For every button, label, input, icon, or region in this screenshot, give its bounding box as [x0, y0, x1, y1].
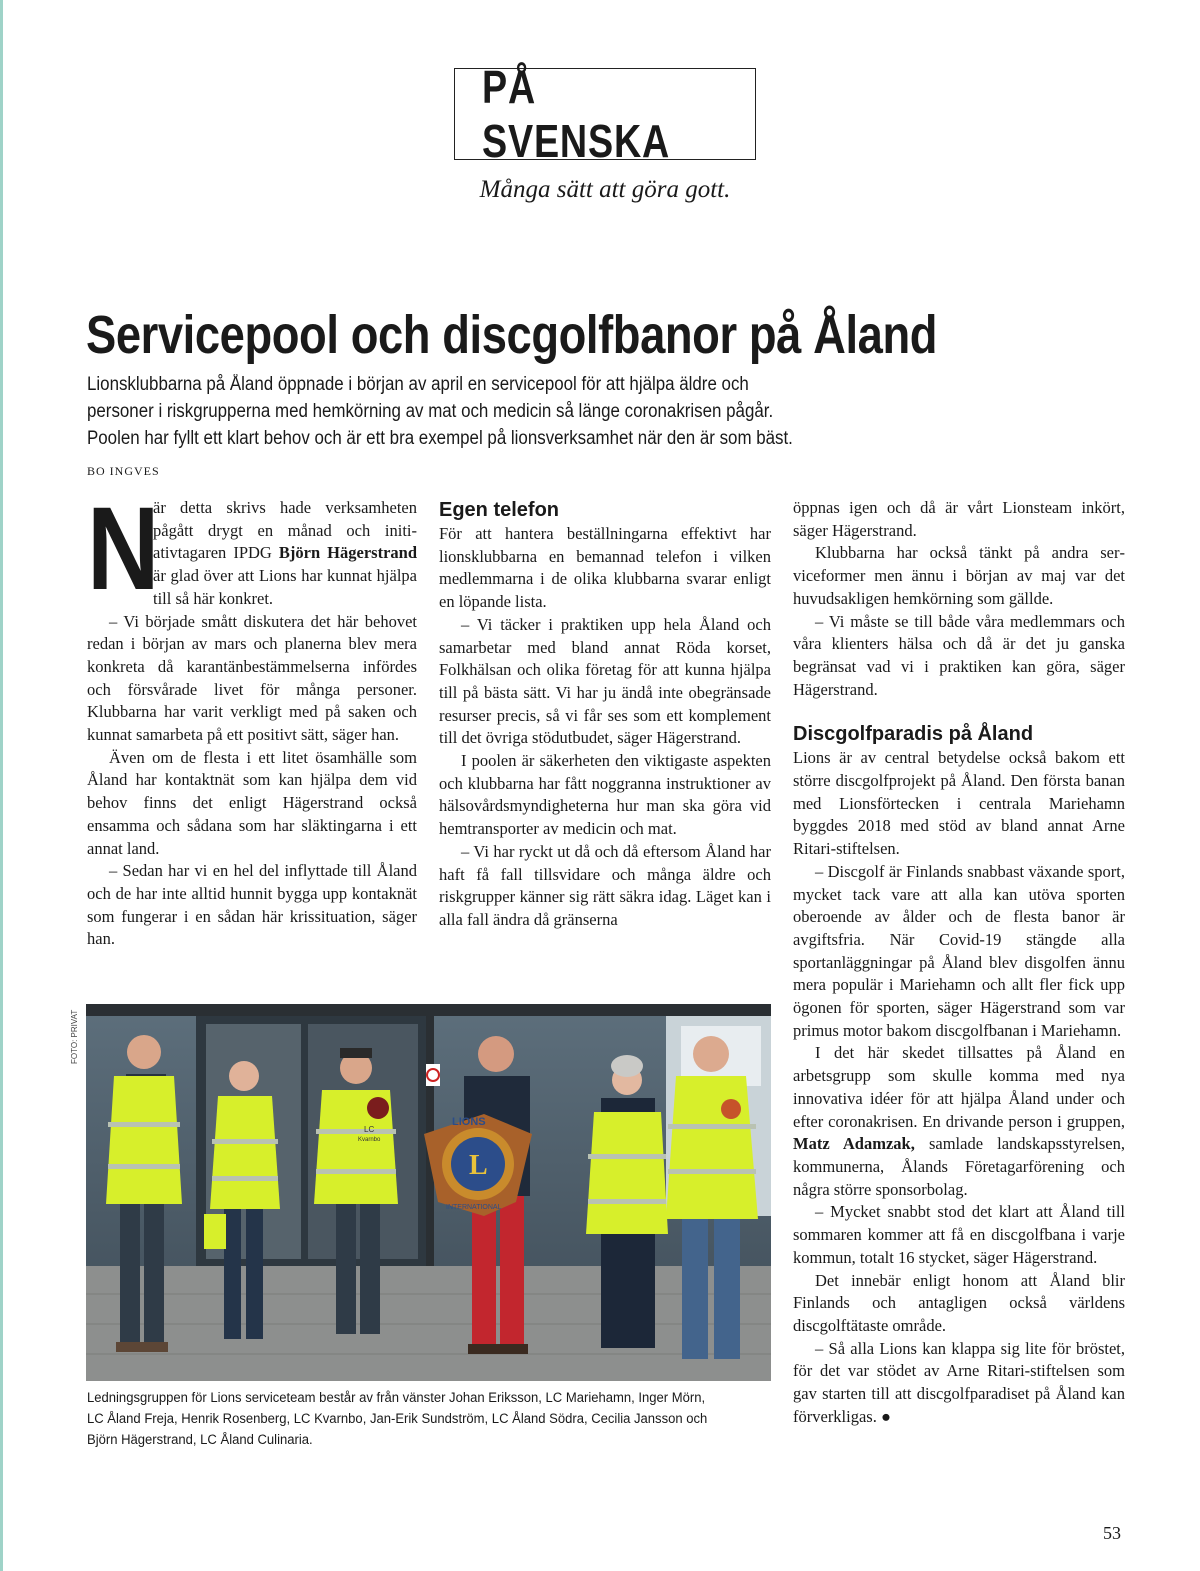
vest-text: Kvarnbo [358, 1137, 381, 1143]
subheading: Egen telefon [439, 499, 560, 521]
byline: BO INGVES [87, 464, 160, 478]
paragraph: I poolen är säkerheten den viktigaste aspekten och klubbarna har fått noggranna instruktioner av hälsovårdsmyndigheterna hur man ska göra vid hemtransporter av medicin och mat. [439, 751, 771, 839]
vest-text: LC [364, 1125, 375, 1134]
lead-line: Poolen har fyllt ett klart behov och är ett bra exempel på lionsverksamhet när den är som bäst. [87, 428, 793, 449]
paragraph: N är detta skrivs hade verksamheten pågått drygt en månad och initiativtagaren IPDG Björn Hägerstrand är glad över att Lions har kunnat hjälpa till så här konkret. [87, 483, 418, 615]
column-3 [793, 497, 1125, 1428]
paragraph: – Vi täcker i praktiken upp hela Åland och samarbetar med bland annat Röda korset, Folkhälsan och olika företag för att kunna hjälpa till på bästa sätt. Vi har ju ändå inte obegränsade resurser precis, så vi får ses som ett komplement till det övriga stödutbudet, säger Hägerstrand. [439, 614, 771, 748]
group-photo-illustration [86, 1004, 771, 1381]
caption-line: Ledningsgruppen för Lions serviceteam består av från vänster Johan Eriksson, LC Mariehamn, Inger Mörn, [87, 1390, 706, 1406]
paragraph: – Vi började smått diskutera det här behovet redan i början av mars och planerna blev mera konkreta då karantänbestämmelserna infördes och försvårade livet för många personer. Klubbarna har varit verkligt med på saken och kunnat samarbeta på ett positivt sätt, säger han. [87, 611, 417, 745]
paragraph: – Discgolf är Finlands snabbast växande sport, mycket tack vare att alla kan utöva sporten oberoende av ålder och de flesta banor är avgiftsfria. När Covid-19 stängde alla sportanläggningar på Åland blev disgolfen ännu mera populär i Mariehamn och allt fler fick upp ögonen för sporten, säger Hägerstrand som var primus motor bakom discgolfbanan i Mariehamn. [793, 861, 1125, 1040]
subheading: Discgolfparadis på Åland [793, 723, 1034, 746]
lions-emblem [424, 1114, 532, 1216]
group-photo [86, 1004, 771, 1381]
column-1 [87, 483, 418, 951]
section-label-box [454, 61, 756, 167]
section-subtitle: Många sätt att göra gott. [479, 176, 731, 203]
paragraph: – Så alla Lions kan klappa sig lite för bröstet, för det var stödet av Arne Ritari-stiftelsen som gav starten till att discgolfparadiset på Åland kan förverkligas. ● [793, 1338, 1125, 1426]
article-headline: Servicepool och discgolfbanor på Åland [86, 305, 938, 365]
paragraph: Klubbarna har också tänkt på andra serviceformer men ännu i början av maj var det huvudsakligen hemkörning som gällde. [793, 543, 1125, 608]
paragraph: I det här skedet tillsattes på Åland en arbetsgrupp som skulle komma med nya innovativa idéer för att hjälpa Åland under och efter coronakrisen. En drivande person i gruppen, Matz Adamzak, samlade landskapsstyrelsen, kommunerna, Ålands Företagarförening och några större sponsorbolag. [793, 1043, 1125, 1199]
lead-line: personer i riskgrupperna med hemkörning av mat och medicin så länge coronakrisen pågår. [87, 401, 774, 422]
caption-line: LC Åland Freja, Henrik Rosenberg, LC Kvarnbo, Jan-Erik Sundström, LC Åland Södra, Cecilia Jansson och [87, 1411, 708, 1427]
paragraph: – Vi har ryckt ut då och då eftersom Åland har haft få fall tillsvidare och många äldre och riskgrupper känner sig rätt säkra idag. Läget kan i alla fall ändra då gränserna [439, 841, 771, 929]
person-name: Björn Hägerstrand [278, 543, 418, 563]
article-lead [87, 371, 906, 452]
end-bullet-icon: ● [880, 1406, 891, 1426]
emblem-text: LIONS [452, 1116, 486, 1128]
photo-credit: FOTO: PRIVAT [70, 1009, 79, 1064]
svg-text:L: L [469, 1150, 488, 1181]
person-name: Matz Adamzak, [793, 1134, 915, 1154]
lead-line: Lionsklubbarna på Åland öppnade i början av april en servicepool för att hjälpa äldre och [87, 374, 749, 395]
paragraph: Det innebär enligt honom att Åland blir Finlands och antagligen också världens discgolftätaste område. [793, 1270, 1125, 1335]
column-2 [439, 497, 771, 932]
paragraph: Även om de flesta i ett litet ösamhälle som Åland har kontaktnät som kan hjälpa dem vid behov finns det enligt Hägerstrand också ensamma och sådana som har släktingarna i ett annat land. [87, 747, 417, 858]
paragraph: – Mycket snabbt stod det klart att Åland till sommaren kommer att få en discgolfbana i varje kommun, totalt 16 stycket, säger Hägerstrand. [793, 1202, 1125, 1267]
caption-line: Björn Hägerstrand, LC Åland Culinaria. [87, 1432, 313, 1448]
photo-caption [87, 1388, 731, 1451]
paragraph: För att hantera beställningarna effektivt har lionsklubbarna en bemannad telefon i vilken medlemmarna i de olika klubbarna svarar enligt en löpande lista. [439, 524, 771, 612]
paragraph: – Sedan har vi en hel del inflyttade till Åland och de har inte alltid hunnit bygga upp kontaknät som fungerar i en sådan här krissituation, säger han. [87, 861, 417, 949]
emblem-text: INTERNATIONAL [446, 1204, 502, 1211]
page-number: 53 [1103, 1523, 1121, 1543]
paragraph: – Vi måste se till både våra medlemmars och våra klienters hälsa och då är det ju ganska begränsat vad vi i praktiken kan göra, säger Hägerstrand. [793, 611, 1125, 699]
paragraph: Lions är av central betydelse också bakom ett större discgolfprojekt på Åland. Den första banan med Lionsförtecken i centrala Mariehamn byggdes 2018 med stöd av bland annat Arne Ritari-stiftelsen. [793, 748, 1125, 859]
paragraph: öppnas igen och då är vårt Lionsteam inkört, säger Hägerstrand. [793, 498, 1125, 540]
page-edge-stripe [0, 0, 3, 1571]
section-label: PÅ SVENSKA [482, 61, 671, 167]
dropcap: N [87, 483, 160, 615]
